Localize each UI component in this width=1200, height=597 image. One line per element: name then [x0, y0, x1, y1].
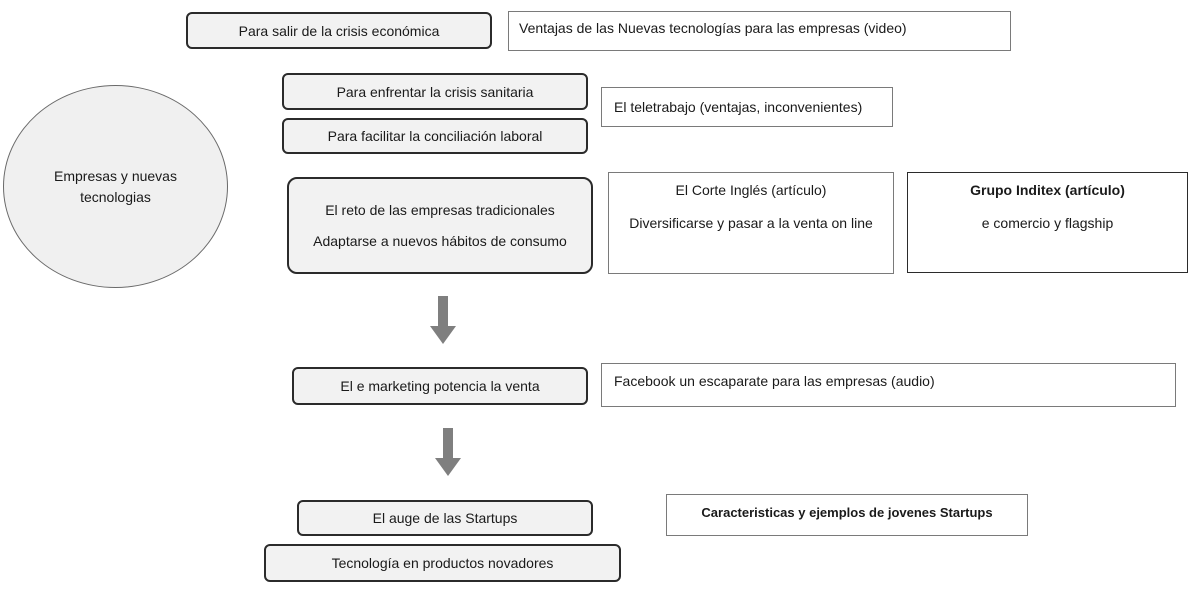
- down-arrow-icon: [428, 296, 458, 346]
- resource-label: Facebook un escaparate para las empresas (audio): [614, 373, 935, 389]
- topic-circle: [3, 85, 228, 288]
- topic-startups-rise: [297, 500, 593, 536]
- resource-telework: [601, 87, 893, 127]
- topic-label: Tecnología en productos novadores: [331, 555, 554, 571]
- resource-grupo-inditex: [907, 172, 1188, 273]
- resource-title: El Corte Inglés (artículo): [675, 182, 827, 198]
- topic-label: El auge de las Startups: [372, 510, 518, 526]
- resource-startups-examples: [666, 494, 1028, 536]
- resource-video-advantages: [508, 11, 1011, 51]
- topic-line-1: El reto de las empresas tradicionales: [325, 202, 555, 218]
- topic-traditional-business-challenge: [287, 177, 593, 274]
- topic-line-2: Adaptarse a nuevos hábitos de consumo: [313, 233, 567, 249]
- topic-label: Para salir de la crisis económica: [238, 22, 440, 39]
- topic-innovative-products: [264, 544, 621, 582]
- topic-circle-label: Empresas y nuevas tecnologias: [54, 167, 177, 205]
- resource-label: Caracteristicas y ejemplos de jovenes Startups: [701, 505, 993, 520]
- resource-subtitle: e comercio y flagship: [981, 215, 1114, 231]
- resource-subtitle: Diversificarse y pasar a la venta on line: [629, 215, 873, 231]
- resource-title: Grupo Inditex (artículo): [970, 182, 1125, 198]
- topic-exit-economic-crisis: [186, 12, 492, 49]
- topic-work-life-balance: [282, 118, 588, 154]
- resource-label: Ventajas de las Nuevas tecnologías para las empresas (video): [519, 20, 907, 36]
- resource-label: El teletrabajo (ventajas, inconvenientes): [614, 99, 863, 115]
- resource-el-corte-ingles: [608, 172, 894, 274]
- topic-label: El e marketing potencia la venta: [340, 378, 540, 394]
- topic-emarketing: [292, 367, 588, 405]
- topic-label: Para facilitar la conciliación laboral: [327, 128, 543, 144]
- topic-health-crisis: [282, 73, 588, 110]
- topic-label: Para enfrentar la crisis sanitaria: [336, 83, 534, 100]
- resource-facebook-audio: [601, 363, 1176, 407]
- down-arrow-icon: [433, 428, 463, 478]
